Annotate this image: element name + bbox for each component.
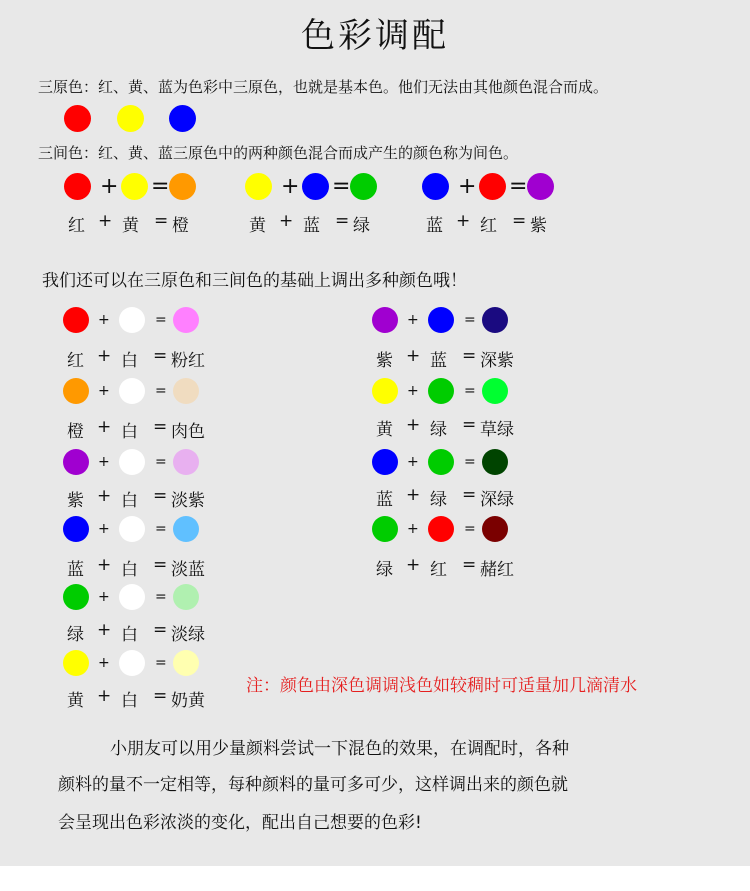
color-swatch-white bbox=[119, 378, 145, 404]
mix-input-label: 绿 bbox=[376, 560, 393, 580]
equals-sign: = bbox=[155, 589, 167, 605]
equals-sign: = bbox=[332, 174, 351, 199]
plus-sign: + bbox=[407, 521, 419, 537]
equals-sign: = bbox=[462, 485, 477, 505]
plus-sign: + bbox=[406, 346, 421, 366]
color-swatch-blue bbox=[63, 516, 89, 542]
equals-sign: = bbox=[462, 346, 477, 366]
color-swatch-green bbox=[372, 516, 398, 542]
plus-sign: + bbox=[98, 655, 110, 671]
mix-input-label: 绿 bbox=[430, 490, 447, 510]
paragraph-line-2: 颜料的量不一定相等，每种颜料的量可多可少，这样调出来的颜色就 bbox=[58, 775, 568, 795]
plus-sign: + bbox=[406, 485, 421, 505]
mix-input-label: 紫 bbox=[67, 491, 84, 511]
mix-result-label: 深绿 bbox=[480, 490, 514, 510]
mix-result-label: 紫 bbox=[530, 216, 547, 236]
mix-result-label: 粉红 bbox=[171, 351, 205, 371]
mix-input-label: 黄 bbox=[67, 691, 84, 711]
mix-input-label: 白 bbox=[121, 351, 138, 371]
plus-sign: + bbox=[98, 454, 110, 470]
color-swatch-white bbox=[119, 584, 145, 610]
equals-sign: = bbox=[153, 486, 168, 506]
color-swatch-red bbox=[63, 307, 89, 333]
mix-input-label: 绿 bbox=[67, 625, 84, 645]
plus-sign: + bbox=[407, 383, 419, 399]
mix-result-label: 淡蓝 bbox=[171, 560, 205, 580]
equals-sign: = bbox=[155, 521, 167, 537]
equals-sign: = bbox=[335, 211, 350, 231]
plus-sign: + bbox=[407, 454, 419, 470]
color-swatch-yellow bbox=[121, 173, 148, 200]
mix-input-label: 红 bbox=[67, 351, 84, 371]
paragraph-line-3: 会呈现出色彩浓淡的变化，配出自己想要的色彩! bbox=[58, 813, 422, 833]
mix-input-label: 黄 bbox=[122, 216, 139, 236]
mix-input-label: 白 bbox=[121, 422, 138, 442]
mix-input-label: 蓝 bbox=[67, 560, 84, 580]
page-title: 色彩调配 bbox=[301, 16, 449, 56]
equals-sign: = bbox=[153, 620, 168, 640]
plus-sign: + bbox=[100, 174, 119, 199]
color-swatch-green bbox=[428, 378, 454, 404]
plus-sign: + bbox=[98, 211, 113, 231]
bottom-margin bbox=[0, 866, 750, 891]
mix-input-label: 白 bbox=[121, 560, 138, 580]
plus-sign: + bbox=[279, 211, 294, 231]
primary-colors-description: 三原色：红、黄、蓝为色彩中三原色，也就是基本色。他们无法由其他颜色混合而成。 bbox=[38, 78, 609, 96]
mix-result-label: 淡绿 bbox=[171, 625, 205, 645]
equals-sign: = bbox=[462, 555, 477, 575]
equals-sign: = bbox=[464, 383, 476, 399]
equals-sign: = bbox=[153, 346, 168, 366]
mix-input-label: 黄 bbox=[249, 216, 266, 236]
color-swatch-dark-green bbox=[482, 449, 508, 475]
color-swatch-white bbox=[119, 516, 145, 542]
color-swatch-pink bbox=[173, 307, 199, 333]
mix-input-label: 白 bbox=[121, 491, 138, 511]
mix-input-label: 蓝 bbox=[430, 351, 447, 371]
color-swatch-red bbox=[428, 516, 454, 542]
color-swatch-blue bbox=[422, 173, 449, 200]
color-swatch-white bbox=[119, 449, 145, 475]
mix-input-label: 黄 bbox=[376, 420, 393, 440]
mix-result-label: 绿 bbox=[353, 216, 370, 236]
mix-input-label: 紫 bbox=[376, 351, 393, 371]
color-swatch-purple bbox=[527, 173, 554, 200]
mix-result-label: 肉色 bbox=[171, 422, 205, 442]
equals-sign: = bbox=[155, 655, 167, 671]
plus-sign: + bbox=[281, 174, 300, 199]
color-swatch-light-green bbox=[173, 584, 199, 610]
color-swatch-flesh bbox=[173, 378, 199, 404]
equals-sign: = bbox=[153, 686, 168, 706]
color-swatch-blue bbox=[428, 307, 454, 333]
mix-result-label: 深紫 bbox=[480, 351, 514, 371]
color-swatch-red-brown bbox=[482, 516, 508, 542]
plus-sign: + bbox=[458, 174, 477, 199]
color-swatch-grass-green bbox=[482, 378, 508, 404]
color-swatch-yellow bbox=[63, 650, 89, 676]
mix-input-label: 白 bbox=[121, 691, 138, 711]
mix-input-label: 绿 bbox=[430, 420, 447, 440]
mix-input-label: 蓝 bbox=[376, 490, 393, 510]
color-swatch-blue bbox=[169, 105, 196, 132]
color-swatch-white bbox=[119, 307, 145, 333]
color-swatch-blue bbox=[372, 449, 398, 475]
plus-sign: + bbox=[97, 686, 112, 706]
plus-sign: + bbox=[97, 555, 112, 575]
plus-sign: + bbox=[98, 312, 110, 328]
equals-sign: = bbox=[464, 454, 476, 470]
color-swatch-white bbox=[119, 650, 145, 676]
equals-sign: = bbox=[464, 312, 476, 328]
color-swatch-orange bbox=[63, 378, 89, 404]
equals-sign: = bbox=[509, 174, 528, 199]
mix-input-label: 白 bbox=[121, 625, 138, 645]
mix-result-label: 草绿 bbox=[480, 420, 514, 440]
plus-sign: + bbox=[98, 383, 110, 399]
equals-sign: = bbox=[153, 417, 168, 437]
equals-sign: = bbox=[155, 312, 167, 328]
mix-result-label: 淡紫 bbox=[171, 491, 205, 511]
color-swatch-red bbox=[64, 173, 91, 200]
color-swatch-yellow bbox=[245, 173, 272, 200]
color-swatch-orange bbox=[169, 173, 196, 200]
plus-sign: + bbox=[406, 555, 421, 575]
equals-sign: = bbox=[155, 454, 167, 470]
plus-sign: + bbox=[98, 521, 110, 537]
color-swatch-green bbox=[63, 584, 89, 610]
mix-result-label: 奶黄 bbox=[171, 691, 205, 711]
paragraph-line-1: 小朋友可以用少量颜料尝试一下混色的效果，在调配时，各种 bbox=[110, 739, 569, 759]
dilution-note: 注：颜色由深色调调浅色如较稠时可适量加几滴清水 bbox=[246, 676, 637, 696]
mix-result-label: 赭红 bbox=[480, 560, 514, 580]
color-swatch-dark-purple bbox=[482, 307, 508, 333]
color-swatch-purple bbox=[63, 449, 89, 475]
equals-sign: = bbox=[153, 555, 168, 575]
plus-sign: + bbox=[97, 486, 112, 506]
plus-sign: + bbox=[97, 417, 112, 437]
equals-sign: = bbox=[464, 521, 476, 537]
mix-input-label: 蓝 bbox=[303, 216, 320, 236]
more-mixes-title: 我们还可以在三原色和三间色的基础上调出多种颜色哦！ bbox=[42, 271, 467, 291]
color-swatch-green bbox=[350, 173, 377, 200]
plus-sign: + bbox=[407, 312, 419, 328]
mix-result-label: 橙 bbox=[172, 216, 189, 236]
mix-input-label: 红 bbox=[430, 560, 447, 580]
mix-input-label: 橙 bbox=[67, 422, 84, 442]
color-swatch-red bbox=[479, 173, 506, 200]
plus-sign: + bbox=[406, 415, 421, 435]
plus-sign: + bbox=[97, 620, 112, 640]
color-swatch-purple bbox=[372, 307, 398, 333]
color-swatch-green bbox=[428, 449, 454, 475]
color-swatch-light-blue bbox=[173, 516, 199, 542]
equals-sign: = bbox=[154, 211, 169, 231]
equals-sign: = bbox=[151, 174, 170, 199]
equals-sign: = bbox=[155, 383, 167, 399]
plus-sign: + bbox=[456, 211, 471, 231]
color-swatch-yellow bbox=[117, 105, 144, 132]
color-swatch-blue bbox=[302, 173, 329, 200]
secondary-colors-description: 三间色：红、黄、蓝三原色中的两种颜色混合而成产生的颜色称为间色。 bbox=[38, 144, 519, 162]
equals-sign: = bbox=[512, 211, 527, 231]
mix-input-label: 红 bbox=[480, 216, 497, 236]
mix-input-label: 蓝 bbox=[426, 216, 443, 236]
color-swatch-red bbox=[64, 105, 91, 132]
plus-sign: + bbox=[98, 589, 110, 605]
color-swatch-yellow bbox=[372, 378, 398, 404]
plus-sign: + bbox=[97, 346, 112, 366]
equals-sign: = bbox=[462, 415, 477, 435]
color-swatch-light-purple bbox=[173, 449, 199, 475]
color-swatch-cream-yellow bbox=[173, 650, 199, 676]
mix-input-label: 红 bbox=[68, 216, 85, 236]
